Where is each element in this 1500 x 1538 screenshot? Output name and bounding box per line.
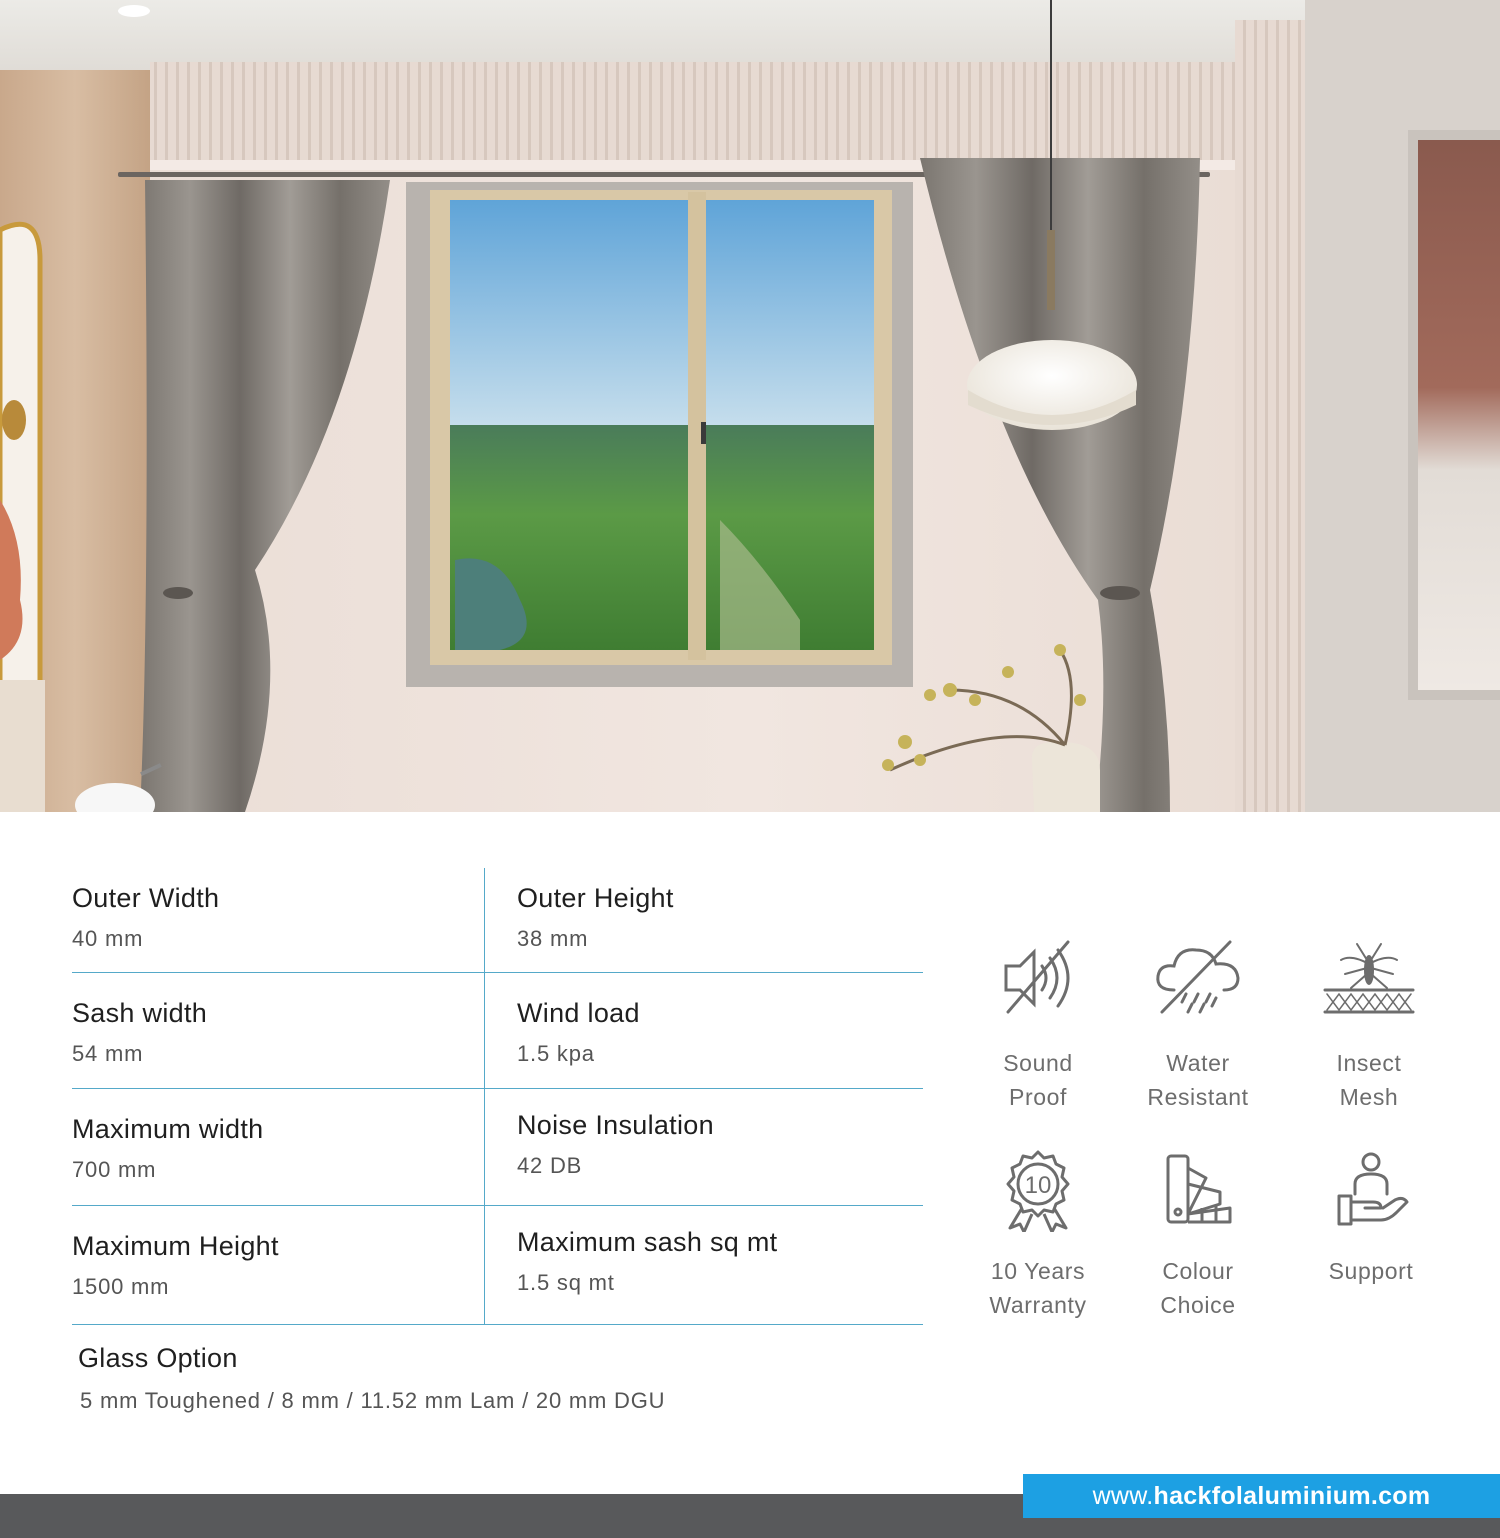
website-link[interactable] (1023, 1474, 1500, 1518)
spec-label: Outer Height (517, 883, 674, 913)
feature-insect-mesh (1289, 938, 1449, 1114)
table-row (72, 1089, 923, 1206)
spec-table (72, 868, 923, 1325)
colour-choice-icon (1158, 1148, 1238, 1232)
feature-label: Insect Mesh (1336, 1050, 1402, 1110)
spec-value: 1500 mm (72, 1274, 170, 1299)
feature-support (1291, 1148, 1451, 1288)
feature-label: Water Resistant (1147, 1050, 1249, 1110)
spec-label: Wind load (517, 998, 640, 1028)
table-row (72, 868, 923, 973)
table-row (72, 973, 923, 1089)
spec-cell (485, 1206, 923, 1324)
spec-value: 38 mm (517, 926, 589, 951)
spec-cell (485, 1089, 923, 1205)
spec-value: 40 mm (72, 926, 144, 951)
feature-label: Support (1328, 1258, 1414, 1284)
spec-label: Maximum sash sq mt (517, 1227, 778, 1257)
insect-mesh-icon (1321, 938, 1417, 1018)
spec-cell (72, 868, 485, 972)
feature-water-resistant (1118, 938, 1278, 1114)
spec-cell (72, 1206, 485, 1324)
url-prefix: www. (1092, 1482, 1154, 1510)
feature-colour-choice (1118, 1148, 1278, 1322)
spec-value: 42 DB (517, 1153, 583, 1178)
glass-option-value: 5 mm Toughened / 8 mm / 11.52 mm Lam / 20 mm DGU (80, 1388, 666, 1413)
spec-cell (485, 868, 923, 972)
spec-label: Sash width (72, 998, 208, 1028)
feature-warranty (958, 1148, 1118, 1322)
spec-label: Noise Insulation (517, 1110, 714, 1140)
spec-cell (485, 973, 923, 1088)
spec-label: Maximum Height (72, 1231, 279, 1261)
svg-text:10: 10 (1024, 1172, 1052, 1199)
spec-value: 1.5 kpa (517, 1041, 595, 1066)
spec-label: Outer Width (72, 883, 220, 913)
feature-label: 10 Years Warranty (989, 1258, 1087, 1318)
spec-value: 700 mm (72, 1157, 157, 1182)
spec-cell (72, 1089, 485, 1205)
feature-label: Sound Proof (1003, 1050, 1073, 1110)
spec-value: 1.5 sq mt (517, 1270, 615, 1295)
feature-label: Colour Choice (1160, 1258, 1236, 1318)
url-domain: hackfolaluminium.com (1153, 1482, 1431, 1510)
sound-proof-icon (998, 938, 1078, 1018)
support-icon (1329, 1148, 1413, 1232)
glass-option (78, 1342, 665, 1414)
glass-option-label: Glass Option (78, 1343, 238, 1373)
spec-label: Maximum width (72, 1114, 264, 1144)
water-resistant-icon (1152, 938, 1244, 1018)
spec-cell (72, 973, 485, 1088)
table-row (72, 1206, 923, 1325)
feature-sound-proof (958, 938, 1118, 1114)
spec-value: 54 mm (72, 1041, 144, 1066)
warranty-icon (998, 1148, 1078, 1232)
